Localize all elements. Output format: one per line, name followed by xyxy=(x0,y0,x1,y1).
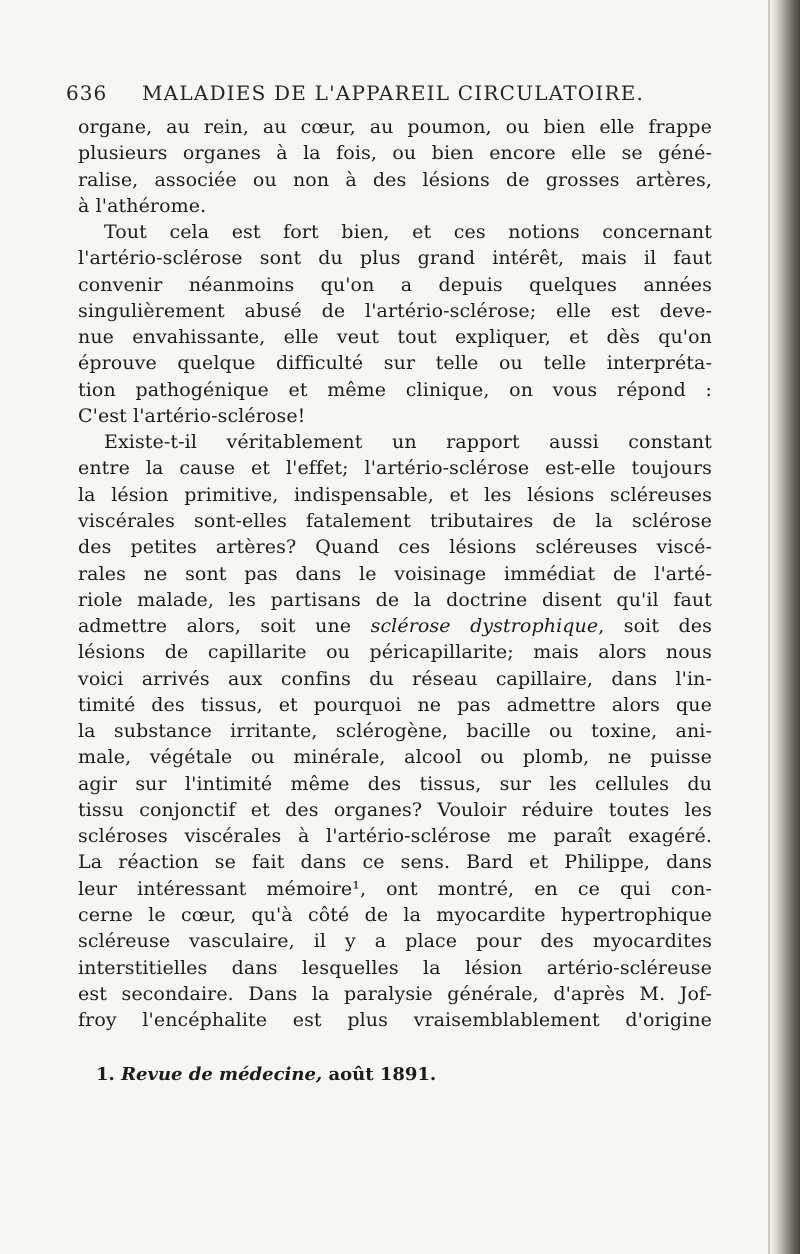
text-line: à l'athérome. xyxy=(78,194,207,217)
text-line: nue envahissante, elle veut tout expliquer, et dès qu'on xyxy=(78,326,712,349)
text-line: organe, au rein, au cœur, au poumon, ou bien elle frappe xyxy=(78,116,712,138)
text-line: convenir néanmoins qu'on a depuis quelques années xyxy=(78,273,712,296)
text-line: la substance irritante, sclérogène, bacille ou toxine, ani- xyxy=(78,720,712,743)
text-line: ralise, associée ou non à des lésions de grosses artères, xyxy=(78,168,712,191)
text-line: scléroses viscérales à l'artério-sclérose me paraît exagéré. xyxy=(78,825,712,848)
text-line: éprouve quelque difficulté sur telle ou telle interpréta- xyxy=(78,352,712,375)
text-line: est secondaire. Dans la paralysie générale, d'après M. Jof- xyxy=(78,982,712,1005)
footnote xyxy=(96,1064,436,1085)
text-line: plusieurs organes à la fois, ou bien encore elle se géné- xyxy=(78,142,712,165)
running-title: MALADIES DE L'APPAREIL CIRCULATOIRE. xyxy=(142,81,645,105)
text-line: des petites artères? Quand ces lésions scléreuses viscé- xyxy=(78,536,712,559)
page-number: 636 xyxy=(66,81,108,105)
text-line: cerne le cœur, qu'à côté de la myocardite hypertrophique xyxy=(78,903,712,926)
text-line: tion pathogénique et même clinique, on vous répond : xyxy=(78,378,712,401)
text-line: agir sur l'intimité même des tissus, sur les cellules du xyxy=(78,772,712,795)
text-line: l'artério-sclérose sont du plus grand intérêt, mais il faut xyxy=(78,247,712,270)
text-line: riole malade, les partisans de la doctrine disent qu'il faut xyxy=(78,588,712,611)
text-line: scléreuse vasculaire, il y a place pour des myocardites xyxy=(78,930,712,953)
page-edge-shadow xyxy=(770,0,800,1254)
text-line: viscérales sont-elles fatalement tributaires de la sclérose xyxy=(78,509,712,532)
text-line: Existe-t-il véritablement un rapport aussi constant xyxy=(104,431,712,454)
text-line: voici arrivés aux confins du réseau capillaire, dans l'in- xyxy=(78,667,712,690)
text-line: entre la cause et l'effet; l'artério-sclérose est-elle toujours xyxy=(78,457,712,480)
text-line: singulièrement abusé de l'artério-sclérose; elle est deve- xyxy=(78,299,712,322)
footnote-journal: Revue de médecine, xyxy=(121,1064,323,1085)
text-line: lésions de capillarite ou péricapillarite; mais alors nous xyxy=(78,641,712,664)
text-line: timité des tissus, et pourquoi ne pas admettre alors que xyxy=(78,693,712,716)
text-line: admettre alors, soit une sclérose dystrophique, soit des xyxy=(78,615,713,638)
emphasized-term: sclérose dystrophique xyxy=(370,615,599,638)
body-text xyxy=(78,114,712,1033)
text-line: La réaction se fait dans ce sens. Bard et Philippe, dans xyxy=(78,851,712,874)
text-line: froy l'encéphalite est plus vraisemblablement d'origine xyxy=(78,1009,712,1032)
footnote-date: août 1891. xyxy=(328,1064,437,1085)
running-header xyxy=(66,81,746,107)
text-line: la lésion primitive, indispensable, et les lésions scléreuses xyxy=(78,483,712,506)
footnote-number: 1. xyxy=(96,1064,115,1085)
text-line: rales ne sont pas dans le voisinage immédiat de l'arté- xyxy=(78,562,712,585)
text-line: interstitielles dans lesquelles la lésion artério-scléreuse xyxy=(78,956,712,979)
text-line: Tout cela est fort bien, et ces notions concernant xyxy=(104,221,712,244)
text-line: tissu conjonctif et des organes? Vouloir réduire toutes les xyxy=(78,798,712,821)
text-line: male, végétale ou minérale, alcool ou plomb, ne puisse xyxy=(78,746,712,769)
text-line: leur intéressant mémoire¹, ont montré, en ce qui con- xyxy=(78,877,712,900)
text-line: C'est l'artério-sclérose! xyxy=(78,404,306,427)
